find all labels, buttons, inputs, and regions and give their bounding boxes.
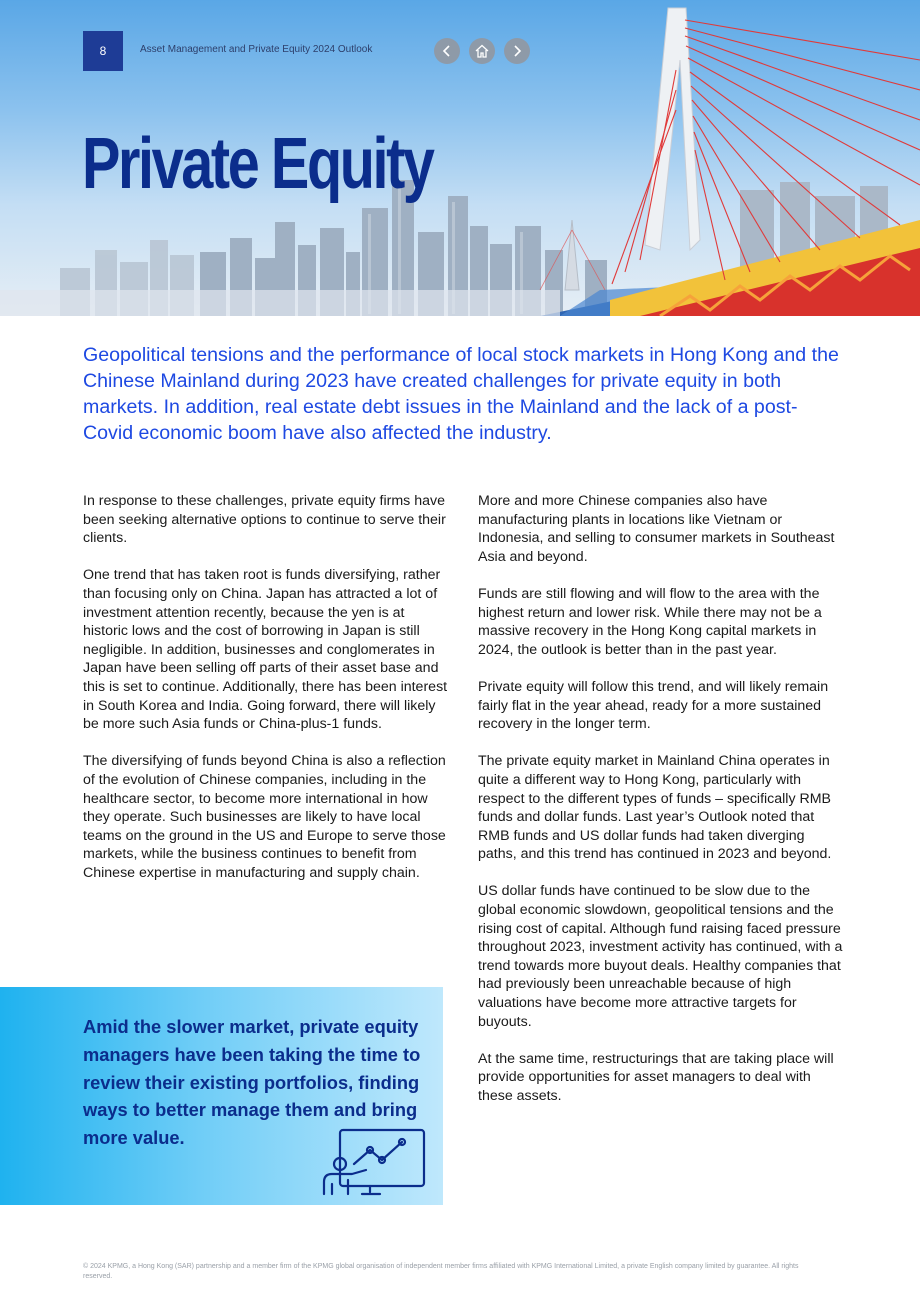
publication-title: Asset Management and Private Equity 2024 Outlook (140, 44, 373, 55)
home-icon (474, 43, 490, 59)
body-paragraph: In response to these challenges, private equity firms have been seeking alternative options to continue to serve their clients. (83, 493, 446, 547)
left-column (83, 492, 448, 901)
body-paragraph: The private equity market in Mainland China operates in quite a different way to Hong Kong, particularly with respect to the different types of funds – specifically RMB funds and dollar funds. Last year’s Outlook noted that RMB funds and US dollar funds had taken diverging paths, and this trend has continued in 2023 and beyond. (478, 753, 832, 863)
home-button[interactable] (469, 38, 495, 64)
body-paragraph: US dollar funds have continued to be slow due to the global economic slowdown, geopolitical tensions and the rising cost of capital. Although fund raising faced pressure throughout 2023, investment activity has continued, with a trend towards more buyout deals. Healthy companies that had previously been unreachable because of high valuations have become more attractive targets for buyouts. (478, 883, 843, 1030)
body-paragraph: More and more Chinese companies also have manufacturing plants in locations like Vietnam or Indonesia, and selling to consumer markets in Southeast Asia and beyond. (478, 493, 835, 565)
body-paragraph: Private equity will follow this trend, and will likely remain fairly flat in the year ahead, ready for a more sustained recovery in the longer term. (478, 678, 829, 733)
page-title: Private Equity (82, 124, 433, 204)
body-paragraph: The diversifying of funds beyond China is also a reflection of the evolution of Chinese companies, including in the healthcare sector, to become more international in how they operate. Such businesses are likely to have local teams on the ground in the US and Europe to serve those markets, while the business continues to benefit from Chinese expertise in manufacturing and supply chain. (83, 753, 446, 881)
page-number: 8 (83, 31, 123, 71)
body-paragraph: One trend that has taken root is funds diversifying, rather than focusing only on China. Japan has attracted a lot of investment attention recently, because the yen is at historic lows and the cost of borrowing in Japan is still negligible. In addition, businesses and conglomerates in Japan have been selling off parts of their asset base and this is set to continue. Additionally, there has been interest in South Korea and India. Going forward, there will likely be more such Asia funds or China-plus-1 funds. (83, 567, 448, 733)
callout-quote: Amid the slower market, private equity managers have been taking the time to review their existing portfolios, finding ways to better manage them and bring more value. (83, 1016, 421, 1149)
body-paragraph: Funds are still flowing and will flow to the area with the highest return and lower risk. While there may not be a massive recovery in the Hong Kong capital markets in 2024, the outlook is better than in the past year. (478, 585, 822, 658)
body-paragraph: At the same time, restructurings that are taking place will provide opportunities for asset managers to deal with these assets. (478, 1050, 834, 1104)
right-column (478, 492, 843, 1124)
next-page-button[interactable] (504, 38, 530, 64)
chevron-right-icon (510, 44, 524, 58)
presentation-chart-icon (318, 1124, 428, 1198)
intro-paragraph: Geopolitical tensions and the performance of local stock markets in Hong Kong and the Chinese Mainland during 2023 have created challenges for private equity in both markets. In addition, real estate debt issues in the Mainland and the lack of a post-Covid economic boom have also affected the industry. (83, 344, 839, 444)
chevron-left-icon (440, 44, 454, 58)
copyright-footer: © 2024 KPMG, a Hong Kong (SAR) partnership and a member firm of the KPMG global organisation of independent member firms affiliated with KPMG International Limited, a private English company limited by guarantee. All rights reserved. (83, 1263, 799, 1280)
previous-page-button[interactable] (434, 38, 460, 64)
